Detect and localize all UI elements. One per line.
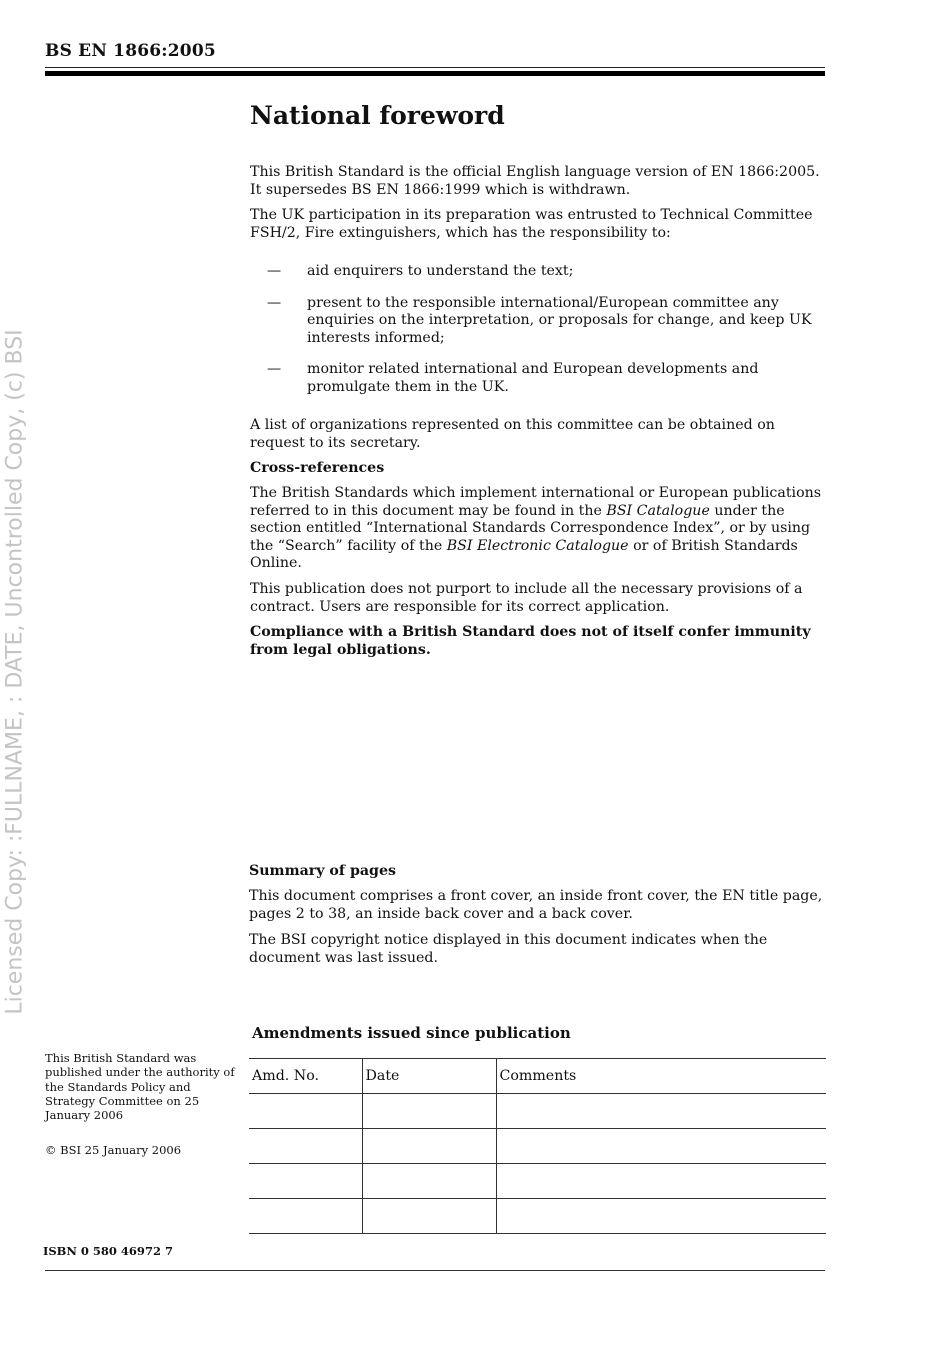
dash-marker: — bbox=[267, 263, 282, 279]
dash-marker: — bbox=[267, 361, 282, 378]
column-header-date: Date bbox=[362, 1059, 496, 1094]
responsibility-list bbox=[250, 263, 825, 411]
table-cell bbox=[496, 1129, 826, 1164]
table-header-row bbox=[249, 1059, 826, 1094]
table-cell bbox=[362, 1129, 496, 1164]
bsi-electronic-catalogue-ref: BSI Electronic Catalogue bbox=[446, 537, 629, 554]
document-id: BS EN 1866:2005 bbox=[45, 41, 216, 61]
summary-text-2: The BSI copyright notice displayed in this document indicates when the document was last issued. bbox=[249, 932, 768, 966]
committee-text: A list of organizations represented on this committee can be obtained on request to its secretary. bbox=[250, 417, 775, 451]
cross-ref-text-b: under the section entitled “International Standards Correspondence Index”, or by using the “Search” facility of the bbox=[250, 502, 811, 554]
table-cell bbox=[362, 1094, 496, 1129]
table-cell bbox=[496, 1199, 826, 1234]
page-title: National foreword bbox=[250, 101, 505, 130]
license-watermark: Licensed Copy: :FULLNAME, : DATE, Uncontrolled Copy, (c) BSI bbox=[2, 329, 28, 1015]
bsi-catalogue-ref: BSI Catalogue bbox=[606, 502, 710, 519]
summary-heading: Summary of pages bbox=[249, 863, 396, 879]
table-row bbox=[249, 1094, 826, 1129]
cross-references-heading: Cross-references bbox=[250, 460, 385, 476]
column-header-amd-no: Amd. No. bbox=[249, 1059, 362, 1094]
cross-ref-text-a: The British Standards which implement international or European publications referred to in this document may be found in the bbox=[250, 485, 822, 519]
table-cell bbox=[249, 1094, 362, 1129]
provisions-text: This publication does not purport to include all the necessary provisions of a contract. Users are responsible for its correct application. bbox=[250, 581, 803, 615]
list-item-text: monitor related international and European developments and promulgate them in the UK. bbox=[307, 361, 759, 395]
table-cell bbox=[249, 1129, 362, 1164]
table-cell bbox=[362, 1164, 496, 1199]
list-item bbox=[250, 263, 825, 281]
intro-paragraph-2 bbox=[250, 207, 825, 242]
cross-references-paragraph bbox=[250, 485, 825, 573]
table-cell bbox=[496, 1164, 826, 1199]
header-rule-thin bbox=[45, 67, 825, 68]
table-cell bbox=[249, 1164, 362, 1199]
footer-rule bbox=[45, 1270, 825, 1271]
list-item-text: aid enquirers to understand the text; bbox=[307, 263, 574, 279]
intro-text-1: This British Standard is the official English language version of EN 1866:2005. It supersedes BS EN 1866:1999 which is withdrawn. bbox=[250, 164, 820, 198]
dash-marker: — bbox=[267, 294, 282, 311]
table-row bbox=[249, 1164, 826, 1199]
publication-note: This British Standard was published under the authority of the Standards Policy and Strategy Committee on 25 January 2006 bbox=[45, 1051, 235, 1123]
summary-paragraph-2 bbox=[249, 932, 824, 967]
compliance-text: Compliance with a British Standard does not of itself confer immunity from legal obligations. bbox=[250, 624, 811, 658]
table-row bbox=[249, 1129, 826, 1164]
summary-paragraph-1 bbox=[249, 888, 824, 923]
intro-paragraph-1 bbox=[250, 164, 825, 199]
table-row bbox=[249, 1199, 826, 1234]
copyright-note: © BSI 25 January 2006 bbox=[45, 1143, 182, 1157]
header-rule-thick bbox=[45, 71, 825, 76]
amendments-table bbox=[249, 1058, 826, 1234]
provisions-paragraph bbox=[250, 581, 825, 616]
column-header-comments: Comments bbox=[496, 1059, 826, 1094]
list-item-text: present to the responsible international/European committee any enquiries on the interpretation, or proposals for change, and keep UK interests informed; bbox=[307, 294, 812, 346]
table-cell bbox=[249, 1199, 362, 1234]
summary-text-1: This document comprises a front cover, an inside front cover, the EN title page, pages 2 to 38, an inside back cover and a back cover. bbox=[249, 888, 823, 922]
committee-paragraph bbox=[250, 417, 825, 452]
cross-ref-text-c: or of British Standards Online. bbox=[250, 537, 798, 572]
compliance-paragraph bbox=[250, 624, 825, 659]
amendments-title: Amendments issued since publication bbox=[252, 1024, 571, 1042]
isbn: ISBN 0 580 46972 7 bbox=[43, 1244, 173, 1258]
intro-text-2: The UK participation in its preparation was entrusted to Technical Committee FSH/2, Fire extinguishers, which has the responsibility to: bbox=[250, 207, 813, 241]
table-cell bbox=[496, 1094, 826, 1129]
list-item bbox=[250, 361, 825, 396]
table-cell bbox=[362, 1199, 496, 1234]
list-item bbox=[250, 295, 825, 348]
